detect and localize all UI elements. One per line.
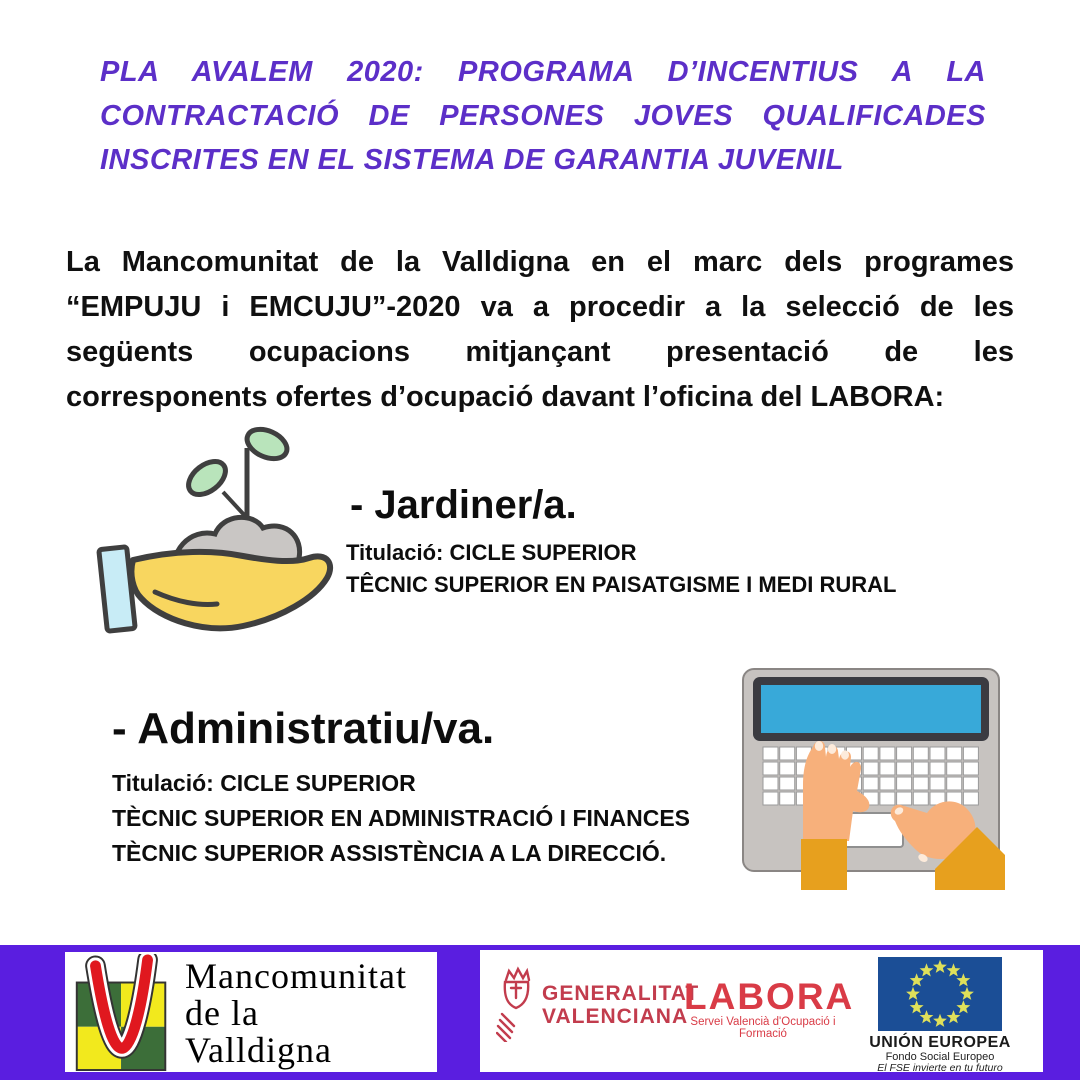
partner-logos-panel bbox=[480, 950, 1043, 1072]
eu-fund-line: Fondo Social Europeo bbox=[885, 1051, 995, 1063]
hand-plant-icon bbox=[95, 422, 335, 644]
job-jardiner-details: Titulació: CICLE SUPERIOR TÊCNIC SUPERIOR EN PAISATGISME I MEDI RURAL bbox=[346, 540, 897, 597]
job-admin-heading: - Administratiu/va. bbox=[112, 704, 495, 753]
labora-tagline: Servei Valencià d'Ocupació i Formació bbox=[690, 1016, 836, 1040]
eu-name: UNIÓN EUROPEA bbox=[869, 1034, 1011, 1051]
job-jardiner-heading: - Jardiner/a. bbox=[350, 483, 577, 527]
intro-paragraph: La Mancomunitat de la Valldigna en el marc dels programes “EMPUJU i EMCUJU”-2020 va a procedir a la selecció de les següents ocupacions mitjançant presentació de les corresponents ofertes d’ocupació davant l’oficina del LABORA: bbox=[66, 246, 1014, 413]
palm bbox=[131, 552, 330, 628]
checker-v-emblem-icon bbox=[73, 954, 173, 1072]
mancomunitat-wordmark: Mancomunitat de la Valldigna bbox=[185, 956, 407, 1070]
labora-wordmark: LABORA bbox=[684, 976, 855, 1017]
eu-motto-line: El FSE invierte en tu futuro bbox=[877, 1062, 1003, 1074]
laptop-screen bbox=[761, 685, 981, 733]
leaf-top bbox=[243, 424, 292, 465]
generalitat-crest-icon bbox=[496, 966, 536, 1042]
sleeve-cuff bbox=[99, 547, 135, 631]
mancomunitat-logo bbox=[65, 952, 437, 1072]
left-sleeve bbox=[801, 839, 847, 890]
eu-flag-icon bbox=[878, 957, 1002, 1031]
generalitat-wordmark: GENERALITAT VALENCIANA bbox=[542, 982, 700, 1028]
laptop-hands-icon bbox=[737, 655, 1005, 890]
program-title: PLA AVALEM 2020: PROGRAMA D’INCENTIUS A LA CONTRACTACIÓ DE PERSONES JOVES QUALIFICADES INSCRITES EN EL SISTEMA DE GARANTIA JUVENIL bbox=[100, 56, 986, 176]
job-admin-details: Titulació: CICLE SUPERIOR TÈCNIC SUPERIOR EN ADMINISTRACIÓ I FINANCES TÈCNIC SUPERIOR ASSISTÈNCIA A LA DIRECCIÓ. bbox=[112, 770, 691, 866]
